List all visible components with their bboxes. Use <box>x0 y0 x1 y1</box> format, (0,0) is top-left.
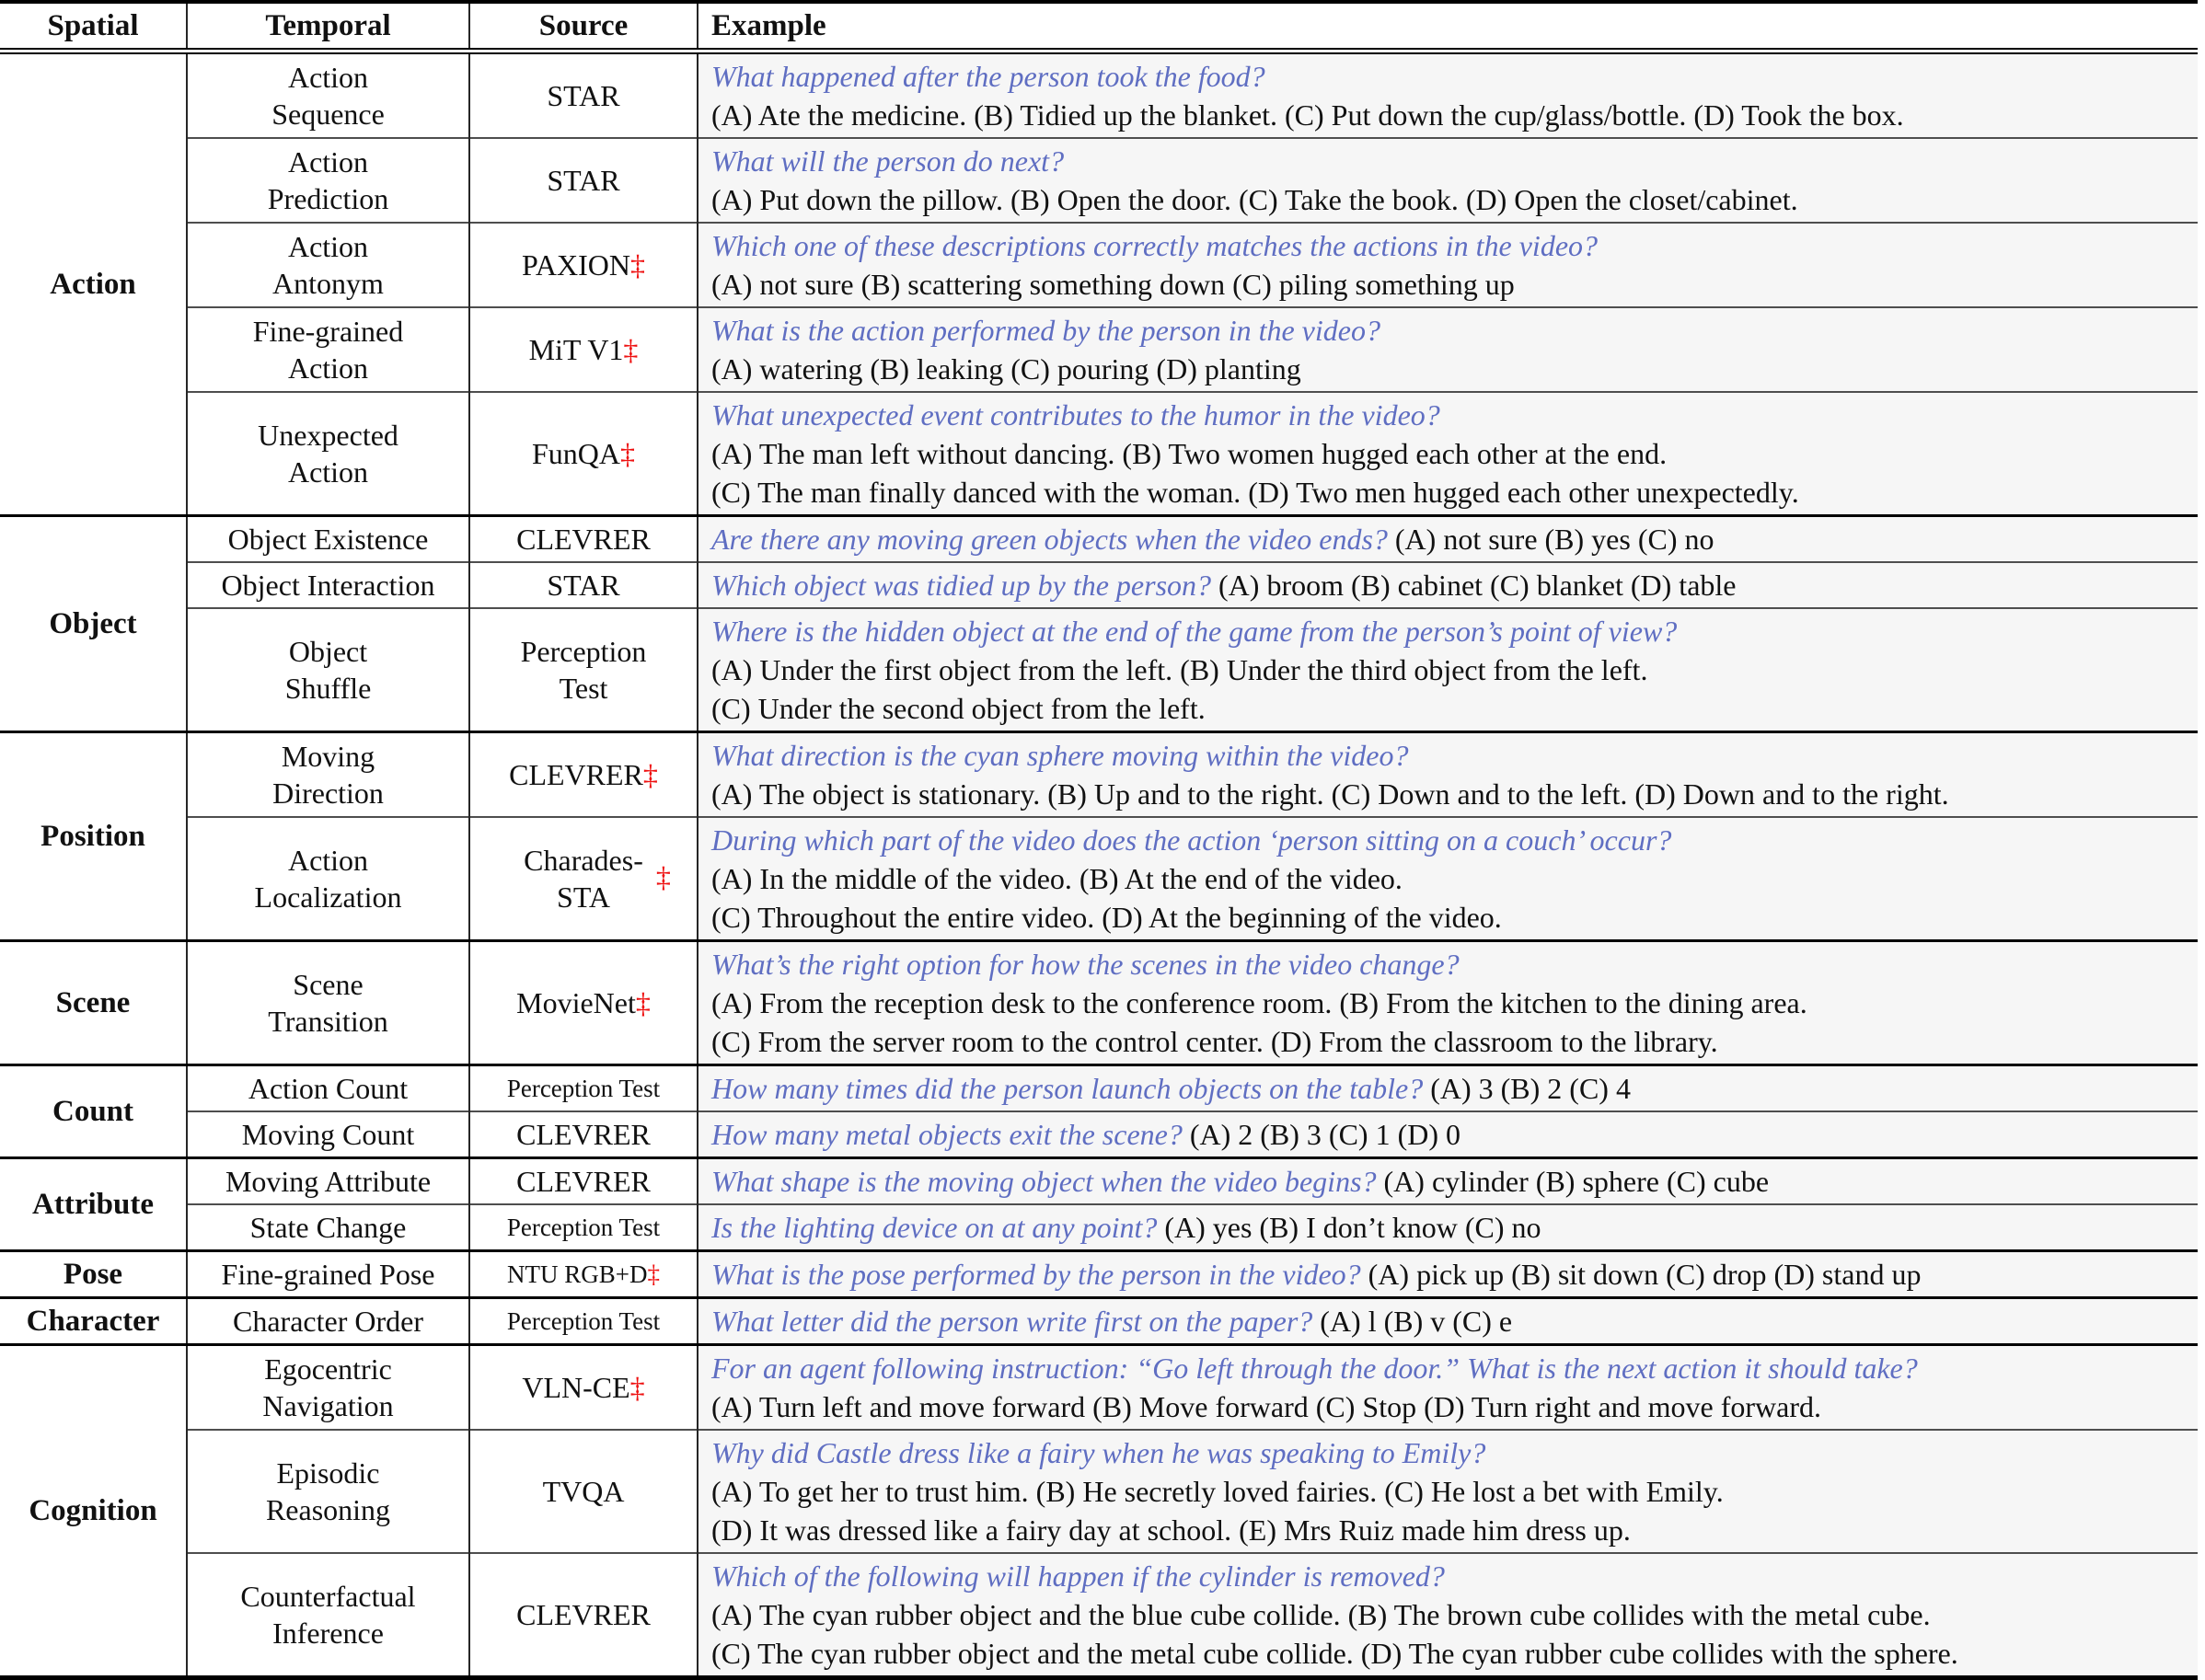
example-cell <box>698 1111 2198 1158</box>
source-dataset-name: CLEVRER <box>516 1598 651 1631</box>
double-dagger-icon: ‡ <box>635 986 651 1019</box>
col-header-temporal: Temporal <box>187 2 469 52</box>
example-cell <box>698 516 2198 563</box>
example-cell <box>698 1158 2198 1205</box>
question-line <box>711 1557 2187 1595</box>
temporal-task-cell: Fine-grained Action <box>187 307 469 392</box>
source-dataset-name: PAXION‡ <box>522 248 645 282</box>
source-dataset-name: STAR <box>547 79 620 112</box>
temporal-task-cell: Object Shuffle <box>187 608 469 732</box>
answer-options-line: (C) From the server room to the control center. (D) From the classroom to the library. <box>711 1025 1718 1058</box>
source-dataset-name: CLEVRER‡ <box>509 758 658 791</box>
answer-options-text: (A) pick up (B) sit down (C) drop (D) stand up <box>1368 1258 1922 1291</box>
answer-options-line: (A) watering (B) leaking (C) pouring (D) planting <box>711 352 1301 385</box>
answer-options-line: (A) The object is stationary. (B) Up and to the right. (C) Down and to the left. (D) Down and to the right. <box>711 777 1949 811</box>
source-dataset-cell <box>469 52 698 139</box>
question-with-inline-answers <box>711 1302 2187 1341</box>
question-text: Are there any moving green objects when the video ends? <box>711 523 1388 556</box>
temporal-task-cell: Action Sequence <box>187 52 469 139</box>
source-dataset-name: CLEVRER <box>516 523 651 556</box>
question-with-inline-answers <box>711 1255 2187 1294</box>
table-row <box>0 1298 2198 1345</box>
answer-options-text: (A) 3 (B) 2 (C) 4 <box>1430 1072 1631 1105</box>
question-text: What will the person do next? <box>711 144 1065 178</box>
example-cell <box>698 608 2198 732</box>
question-line <box>711 736 2187 775</box>
temporal-task-cell: Moving Attribute <box>187 1158 469 1205</box>
answer-options-text: (A) yes (B) I don’t know (C) no <box>1164 1211 1541 1244</box>
source-dataset-name: Perception Test <box>506 1075 661 1102</box>
answer-options-text: (A) l (B) v (C) e <box>1320 1305 1513 1338</box>
answer-options-line: (C) Throughout the entire video. (D) At the beginning of the video. <box>711 901 1502 934</box>
table-row <box>0 223 2198 307</box>
question-line <box>711 945 2187 984</box>
col-header-example: Example <box>698 2 2198 52</box>
example-cell <box>698 941 2198 1065</box>
source-dataset-cell <box>469 138 698 223</box>
temporal-task-cell: Action Antonym <box>187 223 469 307</box>
table-row <box>0 732 2198 818</box>
source-dataset-name: Perception Test <box>506 1307 661 1335</box>
question-text: What is the action performed by the person in the video? <box>711 314 1380 347</box>
source-dataset-name: Perception Test <box>506 1214 661 1241</box>
source-dataset-cell <box>469 1111 698 1158</box>
answer-options-text: (A) 2 (B) 3 (C) 1 (D) 0 <box>1189 1118 1460 1151</box>
question-with-inline-answers <box>711 1069 2187 1108</box>
question-line <box>711 1433 2187 1472</box>
temporal-task-cell: Object Interaction <box>187 562 469 608</box>
header-row <box>0 2 2198 52</box>
spatial-category-character: Character <box>0 1298 187 1345</box>
question-text: During which part of the video does the action ‘person sitting on a couch’ occur? <box>711 823 1672 857</box>
temporal-task-cell: Action Prediction <box>187 138 469 223</box>
table-row <box>0 307 2198 392</box>
table-row <box>0 1345 2198 1431</box>
source-dataset-cell <box>469 307 698 392</box>
example-cell <box>698 1298 2198 1345</box>
table-row <box>0 941 2198 1065</box>
example-cell <box>698 1065 2198 1112</box>
source-dataset-name: FunQA‡ <box>531 437 635 470</box>
spatial-category-count: Count <box>0 1065 187 1158</box>
source-dataset-name: STAR <box>547 164 620 197</box>
table-row <box>0 138 2198 223</box>
answer-options-line: (C) The man finally danced with the woman. (D) Two men hugged each other unexpectedly. <box>711 476 1799 509</box>
source-dataset-name: MiT V1‡ <box>528 333 639 366</box>
spatial-category-pose: Pose <box>0 1251 187 1298</box>
source-dataset-cell <box>469 608 698 732</box>
example-cell <box>698 52 2198 139</box>
source-dataset-cell <box>469 1065 698 1112</box>
table-row <box>0 608 2198 732</box>
source-dataset-cell <box>469 732 698 818</box>
answer-options-line: (A) The man left without dancing. (B) Two women hugged each other at the end. <box>711 437 1668 470</box>
source-dataset-cell <box>469 817 698 941</box>
table-row <box>0 1111 2198 1158</box>
question-line <box>711 612 2187 650</box>
source-dataset-cell <box>469 1553 698 1678</box>
example-cell <box>698 1204 2198 1251</box>
answer-options-text: (A) broom (B) cabinet (C) blanket (D) table <box>1218 569 1737 602</box>
answer-options-line: (C) The cyan rubber object and the metal cube collide. (D) The cyan rubber cube collides with the sphere. <box>711 1637 1958 1670</box>
answer-options-line: (A) not sure (B) scattering something down (C) piling something up <box>711 268 1515 301</box>
double-dagger-icon: ‡ <box>629 1371 645 1404</box>
question-text: What unexpected event contributes to the humor in the video? <box>711 398 1440 432</box>
question-text: What is the pose performed by the person in the video? <box>711 1258 1361 1291</box>
example-cell <box>698 307 2198 392</box>
table-row <box>0 1204 2198 1251</box>
spatial-category-cognition: Cognition <box>0 1345 187 1678</box>
question-text: Where is the hidden object at the end of the game from the person’s point of view? <box>711 615 1678 648</box>
source-dataset-cell <box>469 562 698 608</box>
col-header-spatial: Spatial <box>0 2 187 52</box>
question-line <box>711 142 2187 180</box>
question-text: What’s the right option for how the scenes in the video change? <box>711 948 1460 981</box>
temporal-task-cell: Character Order <box>187 1298 469 1345</box>
example-cell <box>698 223 2198 307</box>
table-row <box>0 817 2198 941</box>
answer-options-line: (C) Under the second object from the left. <box>711 692 1206 725</box>
source-dataset-name: MovieNet‡ <box>516 986 651 1019</box>
example-cell <box>698 1251 2198 1298</box>
question-line <box>711 311 2187 350</box>
source-dataset-cell <box>469 1430 698 1553</box>
question-text: Which object was tidied up by the person? <box>711 569 1212 602</box>
table-row <box>0 1158 2198 1205</box>
temporal-task-cell: Egocentric Navigation <box>187 1345 469 1431</box>
question-text: Which of the following will happen if the cylinder is removed? <box>711 1559 1445 1593</box>
example-cell <box>698 1430 2198 1553</box>
question-text: What letter did the person write first on the paper? <box>711 1305 1313 1338</box>
source-dataset-name: TVQA <box>542 1475 625 1508</box>
question-text: For an agent following instruction: “Go left through the door.” What is the next action it should take? <box>711 1352 1918 1385</box>
temporal-task-cell: Episodic Reasoning <box>187 1430 469 1553</box>
table-row <box>0 1065 2198 1112</box>
question-with-inline-answers <box>711 1208 2187 1247</box>
source-dataset-cell <box>469 1345 698 1431</box>
question-text: How many metal objects exit the scene? <box>711 1118 1183 1151</box>
example-cell <box>698 732 2198 818</box>
answer-options-line: (A) The cyan rubber object and the blue cube collide. (B) The brown cube collides with the metal cube. <box>711 1598 1931 1631</box>
example-cell <box>698 392 2198 516</box>
temporal-task-cell: Action Count <box>187 1065 469 1112</box>
source-dataset-cell <box>469 1204 698 1251</box>
example-cell <box>698 1553 2198 1678</box>
spatial-category-position: Position <box>0 732 187 941</box>
question-line <box>711 396 2187 434</box>
answer-options-line: (A) From the reception desk to the conference room. (B) From the kitchen to the dining area. <box>711 986 1807 1019</box>
double-dagger-icon: ‡ <box>629 248 645 282</box>
source-dataset-name: Perception Test <box>520 635 647 705</box>
table-row <box>0 562 2198 608</box>
source-dataset-cell <box>469 392 698 516</box>
spatial-category-object: Object <box>0 516 187 732</box>
answer-options-line: (D) It was dressed like a fairy day at school. (E) Mrs Ruiz made him dress up. <box>711 1513 1631 1547</box>
answer-options-line: (A) Put down the pillow. (B) Open the door. (C) Take the book. (D) Open the closet/cabinet. <box>711 183 1798 216</box>
col-header-source: Source <box>469 2 698 52</box>
answer-options-text: (A) not sure (B) yes (C) no <box>1394 523 1714 556</box>
source-dataset-name: NTU RGB+D‡ <box>507 1260 660 1288</box>
example-cell <box>698 562 2198 608</box>
source-dataset-name: Charades- STA ‡ <box>524 844 671 914</box>
example-cell <box>698 817 2198 941</box>
question-text: What shape is the moving object when the video begins? <box>711 1165 1377 1198</box>
temporal-task-cell: Object Existence <box>187 516 469 563</box>
double-dagger-icon: ‡ <box>623 333 639 366</box>
answer-options-line: (A) In the middle of the video. (B) At the end of the video. <box>711 862 1403 895</box>
temporal-task-cell: Moving Direction <box>187 732 469 818</box>
question-with-inline-answers <box>711 566 2187 604</box>
example-cell <box>698 1345 2198 1431</box>
answer-options-text: (A) cylinder (B) sphere (C) cube <box>1383 1165 1770 1198</box>
answer-options-line: (A) Ate the medicine. (B) Tidied up the blanket. (C) Put down the cup/glass/bottle. (D) Took the box. <box>711 98 1904 132</box>
question-line <box>711 226 2187 265</box>
spatial-category-scene: Scene <box>0 941 187 1065</box>
answer-options-line: (A) To get her to trust him. (B) He secretly loved fairies. (C) He lost a bet with Emily. <box>711 1475 1724 1508</box>
spatial-category-attribute: Attribute <box>0 1158 187 1251</box>
double-dagger-icon: ‡ <box>642 758 658 791</box>
question-line <box>711 57 2187 96</box>
temporal-task-cell: Action Localization <box>187 817 469 941</box>
source-dataset-name: CLEVRER <box>516 1165 651 1198</box>
question-text: Which one of these descriptions correctly matches the actions in the video? <box>711 229 1599 262</box>
example-cell <box>698 138 2198 223</box>
table-row <box>0 1251 2198 1298</box>
question-line <box>711 821 2187 859</box>
spatial-category-action: Action <box>0 52 187 516</box>
double-dagger-icon: ‡ <box>655 860 671 893</box>
source-dataset-cell <box>469 516 698 563</box>
temporal-task-cell: Moving Count <box>187 1111 469 1158</box>
temporal-task-cell: Fine-grained Pose <box>187 1251 469 1298</box>
question-text: Why did Castle dress like a fairy when he was speaking to Emily? <box>711 1436 1486 1469</box>
temporal-task-cell: State Change <box>187 1204 469 1251</box>
temporal-task-cell: Scene Transition <box>187 941 469 1065</box>
source-dataset-cell <box>469 1251 698 1298</box>
question-with-inline-answers <box>711 1115 2187 1154</box>
table-row <box>0 516 2198 563</box>
temporal-task-cell: Unexpected Action <box>187 392 469 516</box>
table-row <box>0 392 2198 516</box>
temporal-task-cell: Counterfactual Inference <box>187 1553 469 1678</box>
table-row <box>0 52 2198 139</box>
table-row <box>0 1553 2198 1678</box>
source-dataset-cell <box>469 1298 698 1345</box>
question-with-inline-answers <box>711 520 2187 558</box>
answer-options-line: (A) Turn left and move forward (B) Move forward (C) Stop (D) Turn right and move forward. <box>711 1390 1822 1423</box>
table-row <box>0 1430 2198 1553</box>
answer-options-line: (A) Under the first object from the left. (B) Under the third object from the left. <box>711 653 1648 686</box>
double-dagger-icon: ‡ <box>647 1260 660 1288</box>
question-text: What happened after the person took the food? <box>711 60 1265 93</box>
question-line <box>711 1349 2187 1387</box>
source-dataset-name: CLEVRER <box>516 1118 651 1151</box>
source-dataset-name: VLN-CE‡ <box>522 1371 645 1404</box>
double-dagger-icon: ‡ <box>620 437 635 470</box>
source-dataset-name: STAR <box>547 569 620 602</box>
source-dataset-cell <box>469 223 698 307</box>
source-dataset-cell <box>469 941 698 1065</box>
question-text: Is the lighting device on at any point? <box>711 1211 1158 1244</box>
question-text: How many times did the person launch objects on the table? <box>711 1072 1424 1105</box>
question-text: What direction is the cyan sphere moving within the video? <box>711 739 1409 772</box>
question-with-inline-answers <box>711 1162 2187 1201</box>
source-dataset-cell <box>469 1158 698 1205</box>
